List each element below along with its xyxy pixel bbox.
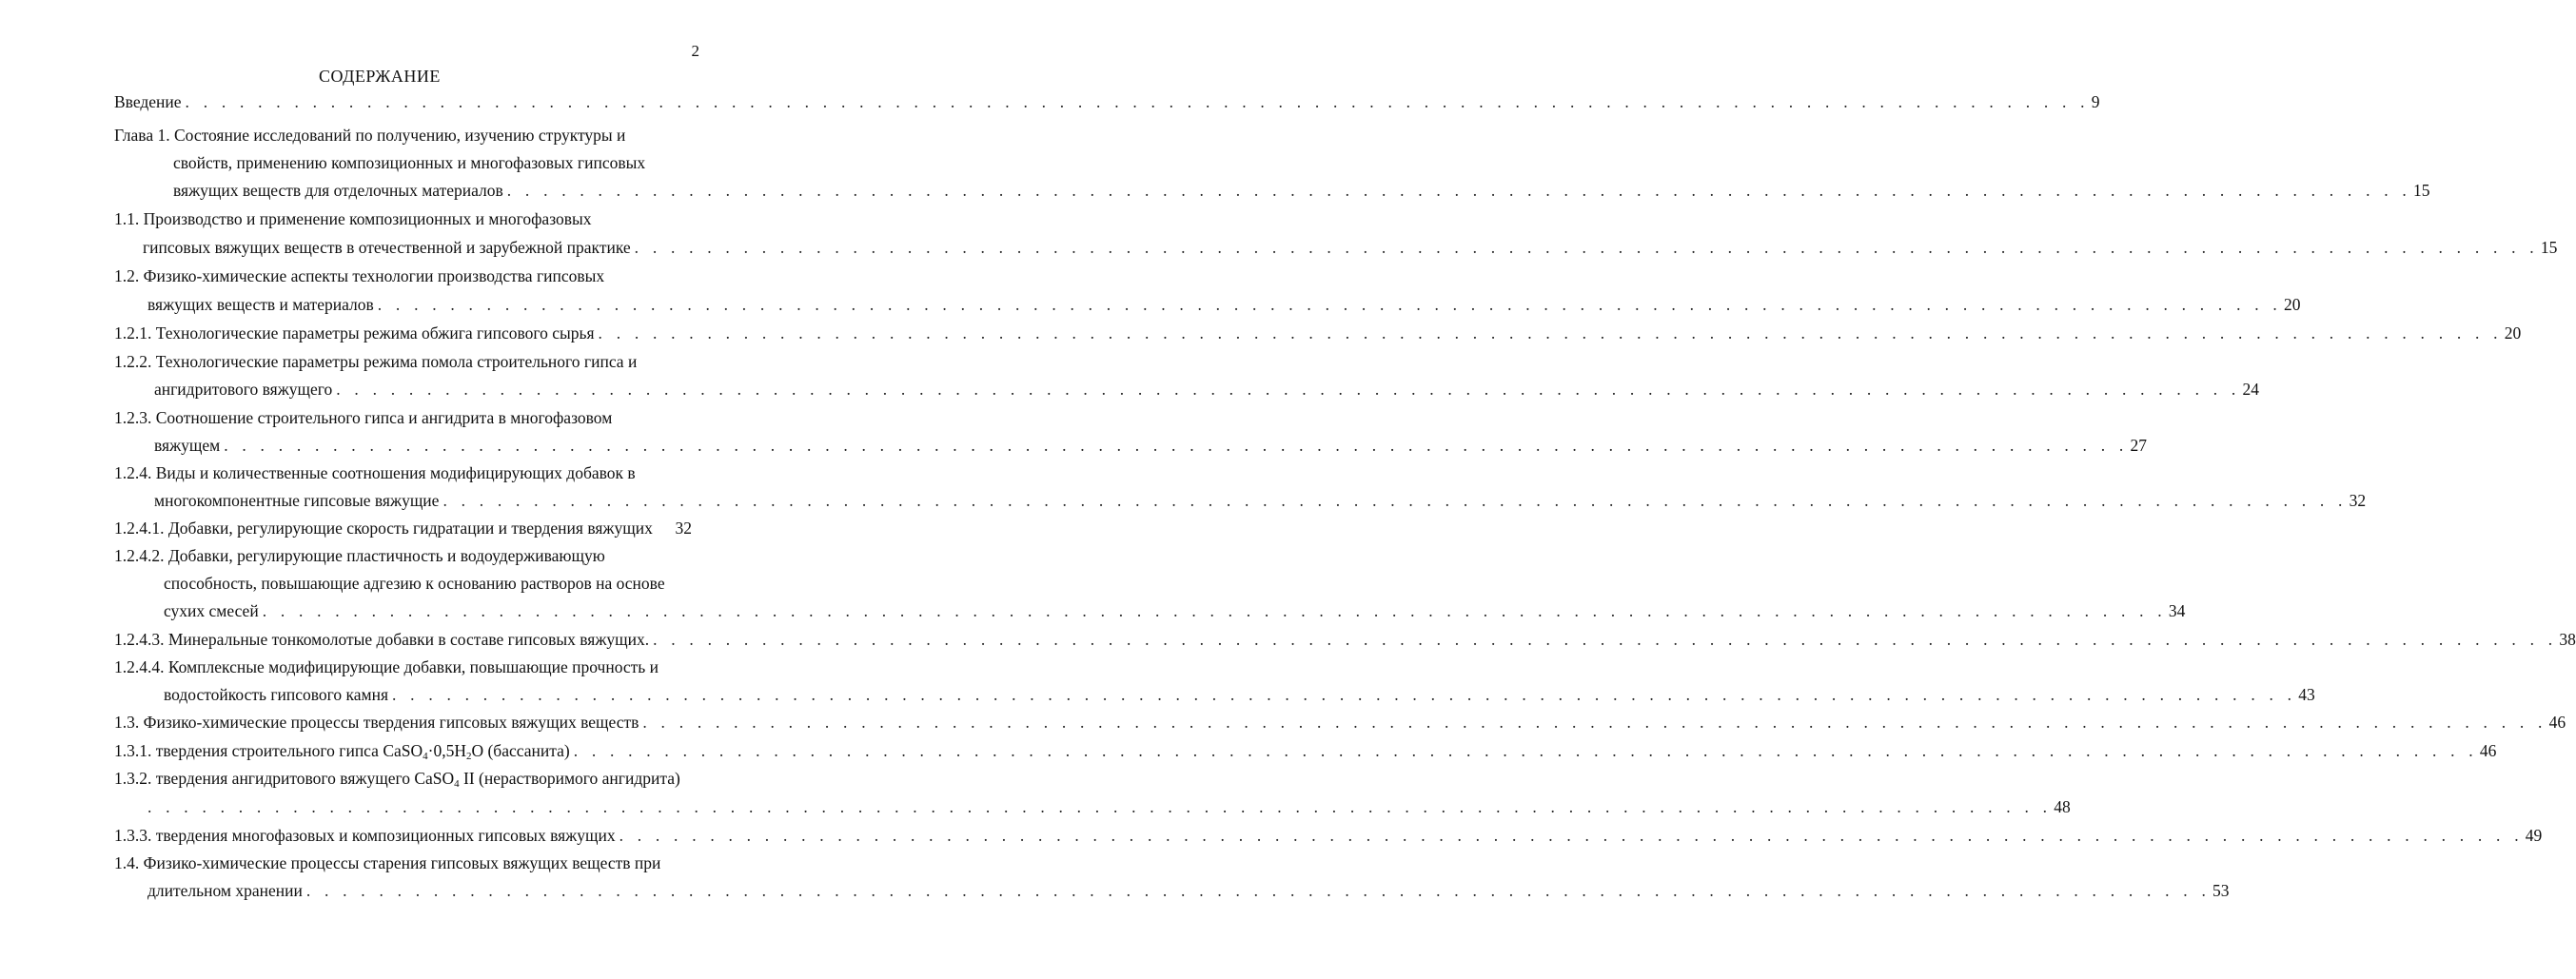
toc-entry-page: 46 xyxy=(2548,713,2566,732)
toc-entry-text: 1.2.1. Технологические параметры режима обжига гипсового сырья xyxy=(114,323,595,343)
toc-entry-text: 1.2.4.2. Добавки, регулирующие пластичность и водоудерживающую xyxy=(114,546,605,565)
toc-entry-1-1[interactable] xyxy=(114,208,592,231)
toc-entry-page: 53 xyxy=(2212,881,2230,900)
toc-entry-page: 43 xyxy=(2298,685,2315,704)
toc-entry-page: 20 xyxy=(2283,295,2301,314)
leader-dots: . . . . . . . . . . . . . . . . . . . . . . . . . . . . . . . . . . . . . . . . . . . . . . . . . . . . . . . . . . . . . . . . . . . . . . . . . . . . . . . . . . . . . . . . . . . . . . . . . . . . . . . . . xyxy=(147,797,2053,816)
toc-entry-1-2-3-cont[interactable] xyxy=(154,435,2147,458)
toc-entry-1-4[interactable] xyxy=(114,852,660,875)
toc-entry-1-2-3[interactable] xyxy=(114,407,612,430)
leader-dots: . . . . . . . . . . . . . . . . . . . . . . . . . . . . . . . . . . . . . . . . . . . . . . . . . . . . . . . . . . . . . . . . . . . . . . . . . . . . . . . . . . . . . . . . . . . . . . . . . . . . . . . . . xyxy=(262,601,2167,620)
toc-entry-page: 34 xyxy=(2168,601,2186,620)
toc-entry-1-2[interactable] xyxy=(114,265,604,288)
toc-entry-text: гипсовых вяжущих веществ в отечественной и зарубежной практике xyxy=(143,238,631,257)
leader-dots: . . . . . . . . . . . . . . . . . . . . . . . . . . . . . . . . . . . . . . . . . . . . . . . . . . . . . . . . . . . . . . . . . . . . . . . . . . . . . . . . . . . . . . . . . . . . . . . . . . . . . . . . . xyxy=(642,713,2547,732)
toc-entry-page: 38 xyxy=(2559,630,2576,649)
toc-entry-introduction[interactable] xyxy=(114,91,2100,114)
toc-entry-1-2-4-1[interactable] xyxy=(114,518,692,540)
toc-entry-page: 15 xyxy=(2412,181,2430,200)
leader-dots: . . . . . . . . . . . . . . . . . . . . . . . . . . . . . . . . . . . . . . . . . . . . . . . . . . . . . . . . . . . . . . . . . . . . . . . . . . . . . . . . . . . . . . . . . . . . . . . . . . . . . . . . . xyxy=(598,323,2503,343)
toc-entry-1-2-cont[interactable] xyxy=(147,294,2301,317)
toc-entry-1-2-4-3[interactable] xyxy=(114,629,2576,652)
leader-dots: . . . . . . . . . . . . . . . . . . . . . . . . . . . . . . . . . . . . . . . . . . . . . . . . . . . . . . . . . . . . . . . . . . . . . . . . . . . . . . . . . . . . . . . . . . . . . . . . . . . . . . . . . xyxy=(634,238,2539,257)
toc-entry-text: сухих смесей xyxy=(164,601,259,620)
toc-entry-text: 1.3. Физико-химические процессы твердения гипсовых вяжущих веществ xyxy=(114,713,639,732)
toc-title: СОДЕРЖАНИЕ xyxy=(319,67,441,86)
toc-entry-text: водостойкость гипсового камня xyxy=(164,685,389,704)
toc-entry-page: 27 xyxy=(2130,436,2147,455)
toc-entry-text: 1.3.3. твердения многофазовых и композиционных гипсовых вяжущих xyxy=(114,826,616,845)
toc-entry-chapter-1[interactable] xyxy=(114,125,625,147)
toc-entry-1-2-1[interactable] xyxy=(114,323,2522,345)
toc-entry-text: многокомпонентные гипсовые вяжущие xyxy=(154,491,440,510)
toc-entry-text: 1.4. Физико-химические процессы старения гипсовых вяжущих веществ при xyxy=(114,853,661,872)
toc-entry-1-2-4-2-cont xyxy=(164,573,665,596)
toc-entry-page: 15 xyxy=(2540,238,2558,257)
toc-entry-text: Глава 1. Состояние исследований по получению, изучению структуры и xyxy=(114,126,626,145)
toc-entry-page: 49 xyxy=(2525,826,2543,845)
toc-entry-1-2-4-cont[interactable] xyxy=(154,490,2367,513)
toc-entry-text: 1.2.2. Технологические параметры режима помола строительного гипса и xyxy=(114,352,638,371)
toc-entry-text: 1.3.1. твердения строительного гипса $CaSO_4\cdot 0,5H_2O$ (бассанита) xyxy=(114,741,570,762)
leader-dots: . . . . . . . . . . . . . . . . . . . . . . . . . . . . . . . . . . . . . . . . . . . . . . . . . . . . . . . . . . . . . . . . . . . . . . . . . . . . . . . . . . . . . . . . . . . . . . . . . . . . . . . . . xyxy=(185,92,2090,111)
leader-dots: . . . . . . . . . . . . . . . . . . . . . . . . . . . . . . . . . . . . . . . . . . . . . . . . . . . . . . . . . . . . . . . . . . . . . . . . . . . . . . . . . . . . . . . . . . . . . . . . . . . . . . . . . xyxy=(224,436,2129,455)
toc-entry-text: Введение xyxy=(114,92,182,111)
toc-entry-text: 1.2.4.1. Добавки, регулирующие скорость гидратации и твердения вяжущих xyxy=(114,519,653,538)
toc-entry-text: 1.1. Производство и применение композиционных и многофазовых xyxy=(114,209,592,228)
leader-dots: . . . . . . . . . . . . . . . . . . . . . . . . . . . . . . . . . . . . . . . . . . . . . . . . . . . . . . . . . . . . . . . . . . . . . . . . . . . . . . . . . . . . . . . . . . . . . . . . . . . . . . . . . xyxy=(619,826,2524,845)
toc-entry-1-2-4-2-cont[interactable] xyxy=(164,600,2186,623)
toc-entry-page: 9 xyxy=(2091,92,2100,111)
toc-entry-1-3-3[interactable] xyxy=(114,825,2543,848)
leader-dots: . . . . . . . . . . . . . . . . . . . . . . . . . . . . . . . . . . . . . . . . . . . . . . . . . . . . . . . . . . . . . . . . . . . . . . . . . . . . . . . . . . . . . . . . . . . . . . . . . . . . . . . . . xyxy=(305,881,2212,900)
toc-entry-1-3-2-cont[interactable] xyxy=(147,796,2071,819)
toc-entry-page: 32 xyxy=(675,519,692,538)
toc-entry-1-1-cont[interactable] xyxy=(143,237,2558,260)
toc-entry-text: 1.2.3. Соотношение строительного гипса и ангидрита в многофазовом xyxy=(114,408,613,427)
leader-dots: . . . . . . . . . . . . . . . . . . . . . . . . . . . . . . . . . . . . . . . . . . . . . . . . . . . . . . . . . . . . . . . . . . . . . . . . . . . . . . . . . . . . . . . . . . . . . . . . . . . . . . . . . xyxy=(377,295,2282,314)
toc-entry-text: ангидритового вяжущего xyxy=(154,380,333,399)
toc-entry-page: 48 xyxy=(2054,797,2071,816)
leader-dots: . . . . . . . . . . . . . . . . . . . . . . . . . . . . . . . . . . . . . . . . . . . . . . . . . . . . . . . . . . . . . . . . . . . . . . . . . . . . . . . . . . . . . . . . . . . . . . . . . . . . . . . . . xyxy=(506,181,2411,200)
toc-entry-page: 24 xyxy=(2242,380,2259,399)
toc-entry-text: вяжущих веществ для отделочных материалов xyxy=(173,181,503,200)
toc-entry-page: 46 xyxy=(2479,741,2497,760)
toc-entry-page: 20 xyxy=(2504,323,2522,343)
toc-entry-text: способность, повышающие адгезию к основанию растворов на основе xyxy=(164,574,665,593)
leader-dots: . . . . . . . . . . . . . . . . . . . . . . . . . . . . . . . . . . . . . . . . . . . . . . . . . . . . . . . . . . . . . . . . . . . . . . . . . . . . . . . . . . . . . . . . . . . . . . . . . . . . . . . . . xyxy=(442,491,2348,510)
toc-entry-text: вяжущих веществ и материалов xyxy=(147,295,374,314)
toc-entry-1-4-cont[interactable] xyxy=(147,880,2230,903)
toc-entry-1-3-1[interactable] xyxy=(114,740,2497,763)
toc-entry-text: 1.2.4.4. Комплексные модифицирующие добавки, повышающие прочность и xyxy=(114,657,659,676)
toc-entry-text: длительном хранении xyxy=(147,881,303,900)
toc-entry-text: 1.3.2. твердения ангидритового вяжущего CaSO$_4$ II (нерастворимого ангидрита) xyxy=(114,769,680,790)
toc-entry-1-3-2[interactable] xyxy=(114,768,680,791)
toc-entry-text: 1.2.4.3. Минеральные тонкомолотые добавки в составе гипсовых вяжущих. xyxy=(114,630,650,649)
toc-entry-1-2-4-4-cont[interactable] xyxy=(164,684,2315,707)
toc-entry-text: 1.2. Физико-химические аспекты технологии производства гипсовых xyxy=(114,266,605,285)
leader-dots: . . . . . . . . . . . . . . . . . . . . . . . . . . . . . . . . . . . . . . . . . . . . . . . . . . . . . . . . . . . . . . . . . . . . . . . . . . . . . . . . . . . . . . . . . . . . . . . . . . . . . . . . . xyxy=(392,685,2297,704)
toc-entry-1-2-4[interactable] xyxy=(114,462,636,485)
page-number: 2 xyxy=(691,42,699,60)
leader-dots: . . . . . . . . . . . . . . . . . . . . . . . . . . . . . . . . . . . . . . . . . . . . . . . . . . . . . . . . . . . . . . . . . . . . . . . . . . . . . . . . . . . . . . . . . . . . . . . . . . . . . . . . . xyxy=(653,630,2558,649)
toc-entry-1-2-4-4[interactable] xyxy=(114,656,659,679)
leader-dots: . . . . . . . . . . . . . . . . . . . . . . . . . . . . . . . . . . . . . . . . . . . . . . . . . . . . . . . . . . . . . . . . . . . . . . . . . . . . . . . . . . . . . . . . . . . . . . . . . . . . . . . . . xyxy=(573,741,2478,760)
toc-entry-1-2-4-2[interactable] xyxy=(114,545,605,568)
toc-entry-1-2-2[interactable] xyxy=(114,351,637,374)
toc-entry-text: 1.2.4. Виды и количественные соотношения модифицирующих добавок в xyxy=(114,463,636,482)
leader-dots: . . . . . . . . . . . . . . . . . . . . . . . . . . . . . . . . . . . . . . . . . . . . . . . . . . . . . . . . . . . . . . . . . . . . . . . . . . . . . . . . . . . . . . . . . . . . . . . . . . . . . . . . . xyxy=(336,380,2241,399)
toc-entry-chapter-1-cont xyxy=(173,152,645,175)
toc-entry-text: свойств, применению композиционных и многофазовых гипсовых xyxy=(173,153,646,172)
toc-entry-page: 32 xyxy=(2349,491,2367,510)
toc-entry-1-3[interactable] xyxy=(114,712,2566,734)
toc-entry-text: вяжущем xyxy=(154,436,221,455)
toc-entry-chapter-1-cont[interactable] xyxy=(173,180,2430,203)
toc-entry-1-2-2-cont[interactable] xyxy=(154,379,2259,401)
